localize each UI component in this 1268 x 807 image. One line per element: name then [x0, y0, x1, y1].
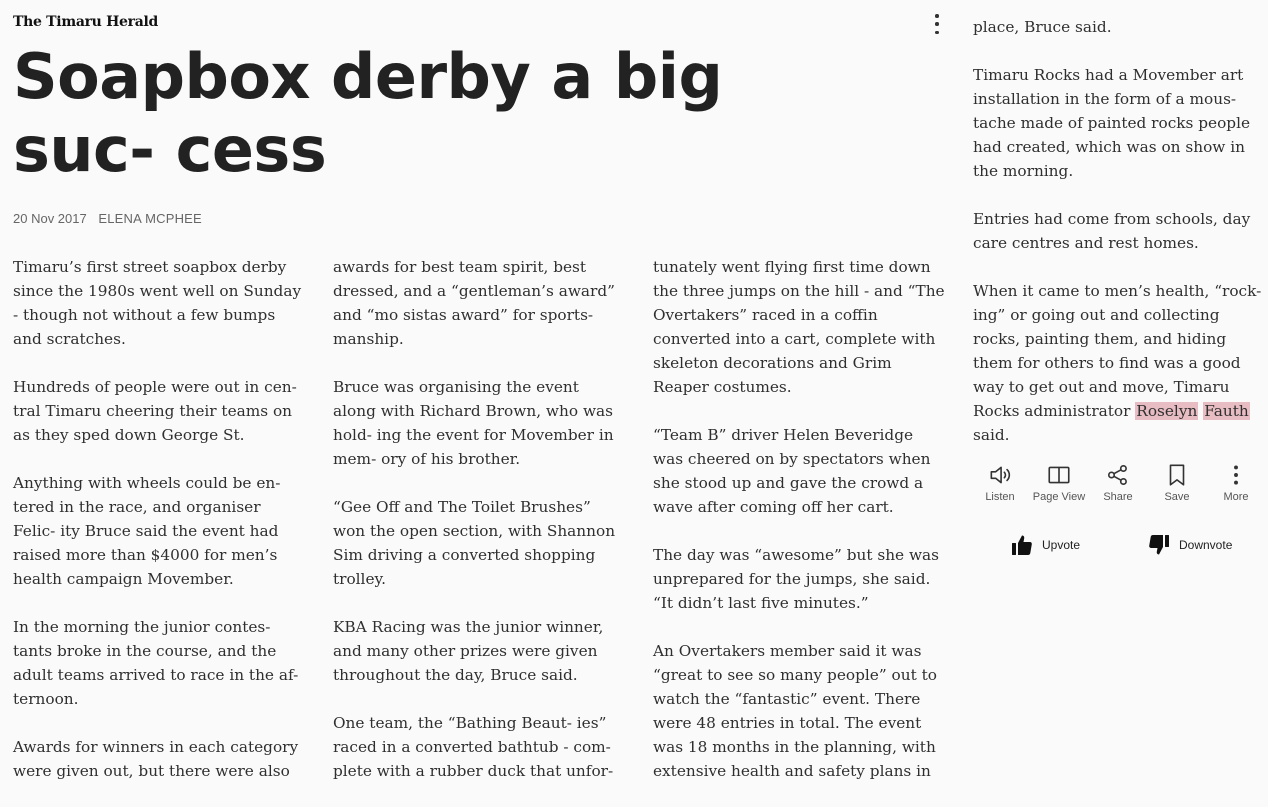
paragraph: awards for best team spirit, best dressed, and a “gentleman’s award” and “mo sistas award” for sports- manship.	[333, 258, 615, 348]
listen-label: Listen	[985, 491, 1015, 503]
article-author: ELENA MCPHEE	[98, 211, 202, 226]
bookmark-icon	[1164, 462, 1190, 488]
paragraph: An Overtakers member said it was “great to see so many people” out to watch the “fantastic” event. There were 48 entries in total. The event was 18 months in the planning, with extensive health and safety plans in	[653, 642, 937, 780]
paragraph: One team, the “Bathing Beaut- ies” raced in a converted bathtub - com- plete with a rubber duck that unfor-	[333, 714, 614, 780]
article-meta	[13, 211, 202, 226]
paragraph: Anything with wheels could be en- tered in the race, and organiser Felic- ity Bruce said the event had raised more than $4000 for men’s health campaign Movember.	[13, 474, 281, 588]
highlighted-name[interactable]: Fauth	[1204, 402, 1249, 420]
paragraph: Timaru Rocks had a Movember art installation in the form of a mous- tache made of painted rocks people had created, which was on show in the morning.	[973, 66, 1251, 180]
paragraph	[973, 279, 1263, 447]
article-column-1	[13, 255, 305, 807]
paragraph: “Gee Off and The Toilet Brushes” won the open section, with Shannon Sim driving a converted shopping trolley.	[333, 498, 616, 588]
paragraph: Bruce was organising the event along with Richard Brown, who was hold- ing the event for Movember in mem- ory of his brother.	[333, 378, 614, 468]
speaker-icon	[987, 462, 1013, 488]
upvote-label: Upvote	[1042, 538, 1081, 552]
paragraph: place, Bruce said.	[973, 18, 1112, 36]
paragraph: The day was “awesome” but she was unprepared for the jumps, she said. “It didn’t last five minutes.”	[653, 546, 940, 612]
highlighted-name[interactable]: Roselyn	[1136, 402, 1198, 420]
publication-masthead: The Timaru Herald	[13, 14, 159, 30]
article-column-3	[653, 255, 945, 807]
article-headline: Soapbox derby a big suc- cess	[13, 40, 723, 186]
article-column-4	[973, 15, 1263, 471]
paragraph: tunately went flying first time down the three jumps on the hill - and “The Overtakers” raced in a coffin converted into a cart, complete with skeleton decorations and Grim Reaper costumes.	[653, 258, 945, 396]
share-icon	[1105, 462, 1131, 488]
paragraph-text: said.	[973, 426, 1010, 444]
more-label: More	[1223, 491, 1249, 503]
save-button[interactable]	[1149, 462, 1205, 510]
thumbs-up-icon	[1010, 532, 1034, 558]
listen-button[interactable]	[972, 462, 1028, 510]
paragraph: Hundreds of people were out in cen- tral Timaru cheering their teams on as they sped down George St.	[13, 378, 297, 444]
more-button[interactable]	[1208, 462, 1264, 510]
paragraph: Timaru’s first street soapbox derby since the 1980s went well on Sunday - though not without a few bumps and scratches.	[13, 258, 302, 348]
article-date: 20 Nov 2017	[13, 211, 87, 226]
article-column-2	[333, 255, 625, 807]
paragraph-text: When it came to men’s health, “rock- ing” or going out and collecting rocks, painting them, and hiding them for others to find was a good way to get out and move, Timaru Rocks administrator	[973, 282, 1262, 420]
upvote-button[interactable]	[1010, 532, 1080, 558]
paragraph: Awards for winners in each category were given out, but there were also	[13, 738, 299, 780]
more-vertical-icon	[1223, 462, 1249, 488]
paragraph: “Team B” driver Helen Beveridge was cheered on by spectators when she stood up and gave the crowd a wave after coming off her cart.	[653, 426, 931, 516]
page-view-button[interactable]	[1031, 462, 1087, 510]
book-open-icon	[1046, 462, 1072, 488]
more-options-icon[interactable]	[929, 14, 945, 34]
thumbs-down-icon	[1147, 532, 1171, 558]
page-view-label: Page View	[1032, 491, 1086, 503]
paragraph: Entries had come from schools, day care centres and rest homes.	[973, 210, 1251, 252]
paragraph: KBA Racing was the junior winner, and many other prizes were given throughout the day, Bruce said.	[333, 618, 604, 684]
downvote-button[interactable]	[1147, 532, 1232, 558]
save-label: Save	[1164, 491, 1190, 503]
paragraph: In the morning the junior contes- tants broke in the course, and the adult teams arrived to race in the af- ternoon.	[13, 618, 299, 708]
share-button[interactable]	[1090, 462, 1146, 510]
downvote-label: Downvote	[1179, 538, 1233, 552]
article-toolbar	[968, 462, 1268, 510]
share-label: Share	[1103, 491, 1133, 503]
